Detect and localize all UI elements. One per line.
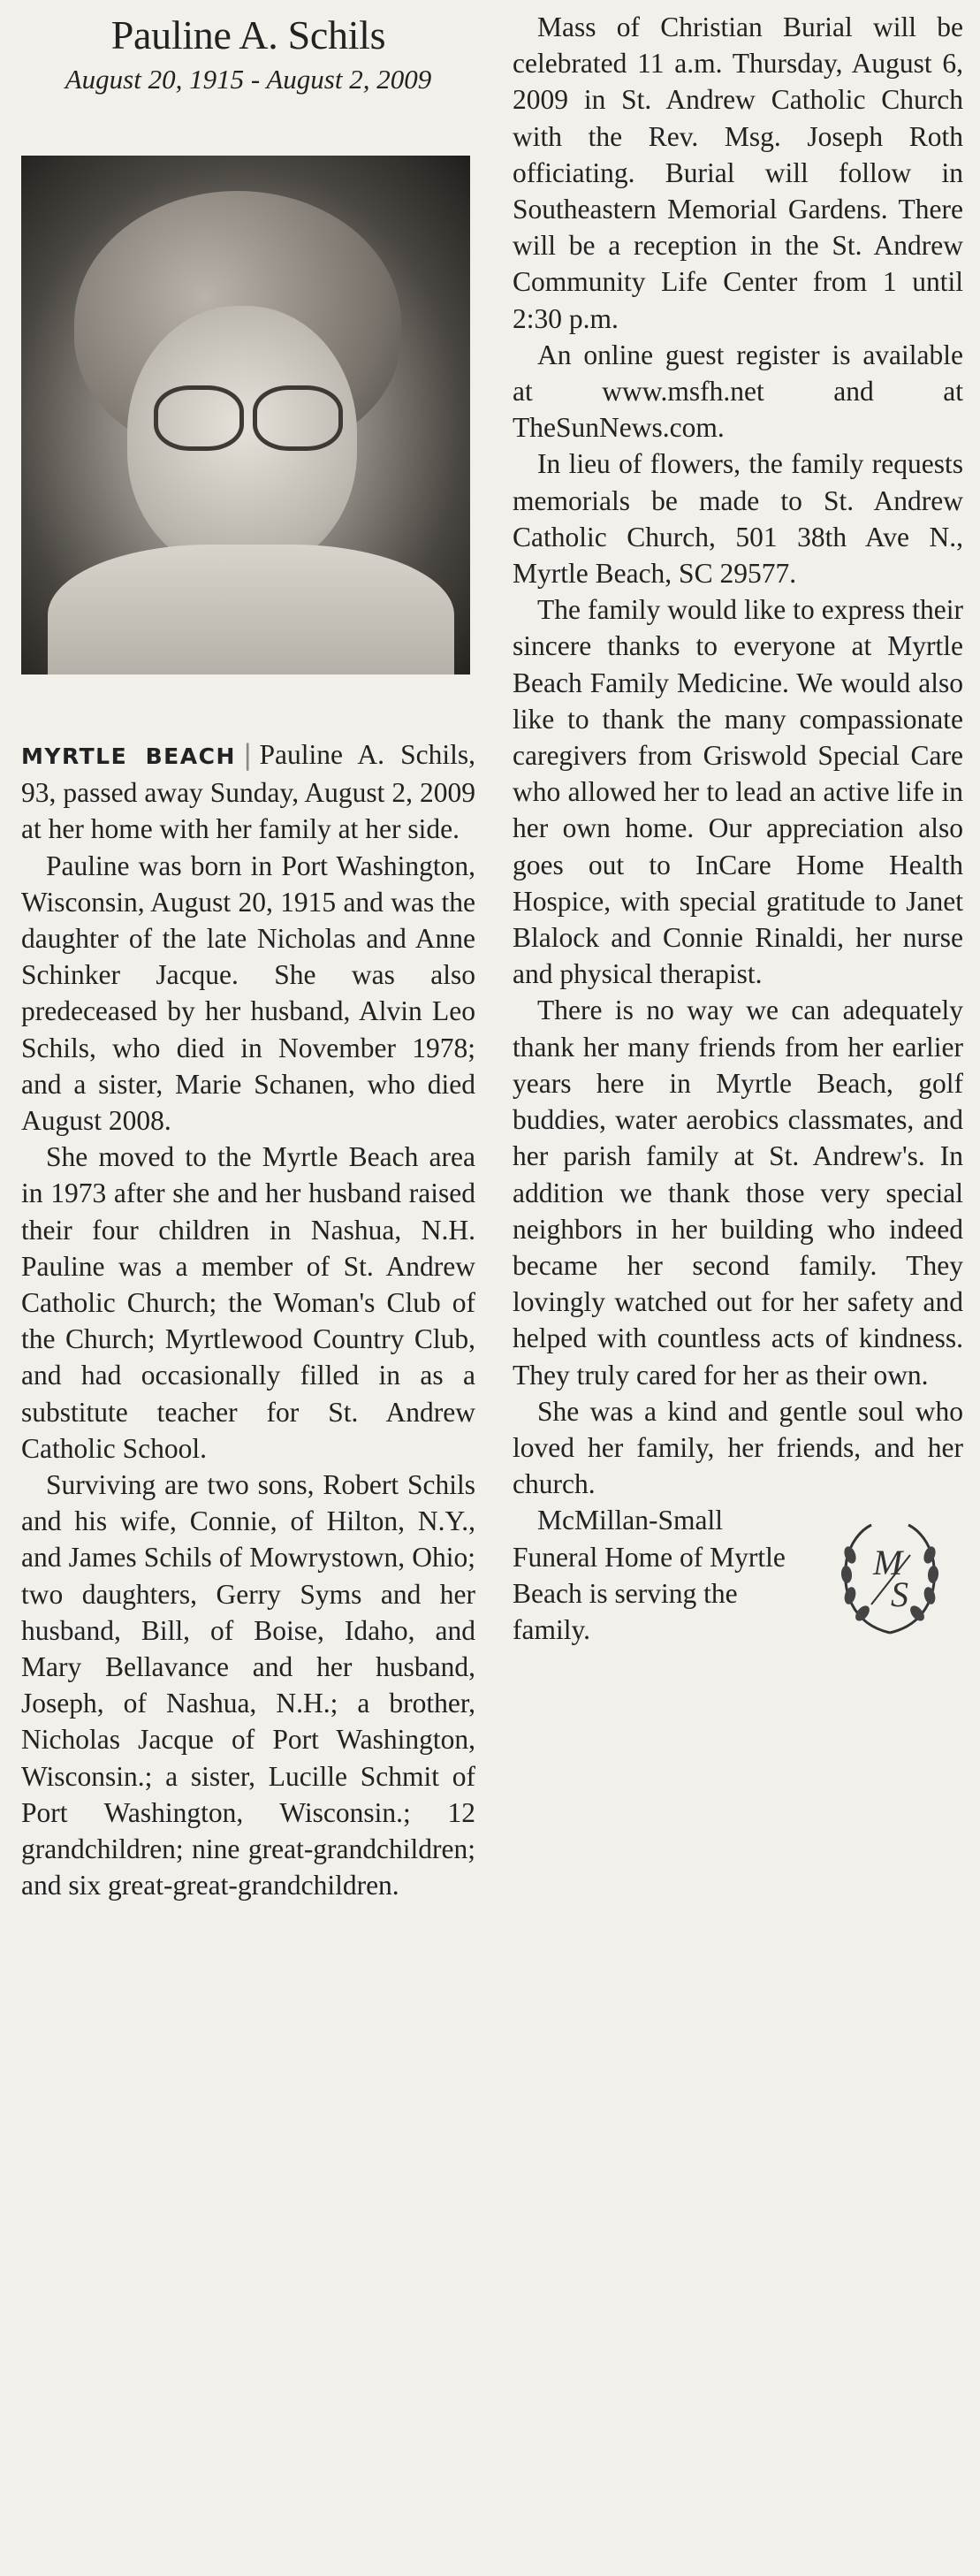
deceased-name: Pauline A. Schils xyxy=(110,12,386,57)
dateline: MYRTLE BEACH xyxy=(21,743,236,769)
paragraph-5: Mass of Christian Burial will be celebrated 11 a.m. Thursday, August 6, 2009 in St. Andrew Catholic Church with the Rev. Msg. Joseph Roth officiating. Burial will follow in Southeastern Memorial Gardens. There will be a reception in the St. Andrew Community Life Center from 1 until 2:30 p.m. xyxy=(513,11,963,334)
paragraph-9: There is no way we can adequately thank her many friends from her earlier years here in Myrtle Beach, golf buddies, water aerobics classmates, and her parish family at St. Andrew's. In addition we thank those very special neighbors in her building who indeed became her second family. They lovingly watched out for her safety and helped with countless acts of kindness. They truly cared for her as their own. xyxy=(513,995,963,1391)
obituary-body-right xyxy=(513,9,963,1502)
paragraph-11: McMillan-Small Funeral Home of Myrtle Beach is serving the family. xyxy=(513,1505,786,1645)
portrait-photo xyxy=(21,156,470,674)
glasses-lens-right xyxy=(253,385,343,451)
logo-letter-m: M xyxy=(873,1543,903,1583)
left-column xyxy=(21,0,475,1904)
paragraph-10: She was a kind and gentle soul who loved her family, her friends, and her church. xyxy=(513,1395,963,1500)
funeral-home-notice xyxy=(513,1502,813,1648)
logo-letter-s: S xyxy=(891,1574,908,1615)
paragraph-7: In lieu of flowers, the family requests memorials be made to St. Andrew Catholic Church, 501 38th Ave N., Myrtle Beach, SC 29577. xyxy=(513,448,963,590)
paragraph-2: Pauline was born in Port Washington, Wisconsin, August 20, 1915 and was the daughter of the late Nicholas and Anne Schinker Jacque. She was also predeceased by her husband, Alvin Leo Schils, who died in November 1978; and a sister, Marie Schanen, who died August 2008. xyxy=(21,850,475,1137)
glasses-lens-left xyxy=(154,385,244,451)
obituary-body-left xyxy=(21,848,475,1904)
dateline-separator: | xyxy=(242,739,253,771)
paragraph-4: Surviving are two sons, Robert Schils and his wife, Connie, of Hilton, N.Y., and James Schils of Mowrystown, Ohio; two daughters, Gerry Syms and her husband, Bill, of Boise, Idaho, and Mary Bellavance and her husband, Joseph, of Nashua, N.H.; a brother, Nicholas Jacque of Port Washington, Wisconsin.; a sister, Lucille Schmit of Port Washington, Wisconsin.; 12 grandchildren; nine great-grandchildren; and six great-great-grandchildren. xyxy=(21,1469,475,1902)
obituary-lead xyxy=(21,736,475,848)
funeral-home-block xyxy=(513,1502,963,1648)
paragraph-6: An online guest register is available at www.msfh.net and at TheSunNews.com. xyxy=(513,339,963,444)
paragraph-3: She moved to the Myrtle Beach area in 1973 after she and her husband raised their four children in Nashua, N.H. Pauline was a member of St. Andrew Catholic Church; the Woman's Club of the Church; Myrtlewood Country Club, and had occasionally filled in as a substitute teacher for St. Andrew Catholic School. xyxy=(21,1141,475,1464)
paragraph-8: The family would like to express their sincere thanks to everyone at Myrtle Beach Family Medicine. We would also like to thank the many compassionate caregivers from Griswold Special Care who allowed her to lead an active life in her own home. Our appreciation also goes out to InCare Home Health Hospice, with special gratitude to Janet Blalock and Connie Rinaldi, her nurse and physical therapist. xyxy=(513,594,963,990)
funeral-home-wreath-logo xyxy=(836,1520,944,1642)
right-column xyxy=(513,0,963,1648)
paragraph-1: Pauline A. Schils, 93, passed away Sunday, August 2, 2009 at her home with her family at her side. xyxy=(21,739,475,845)
life-dates: August 20, 1915 - August 2, 2009 xyxy=(65,64,432,95)
